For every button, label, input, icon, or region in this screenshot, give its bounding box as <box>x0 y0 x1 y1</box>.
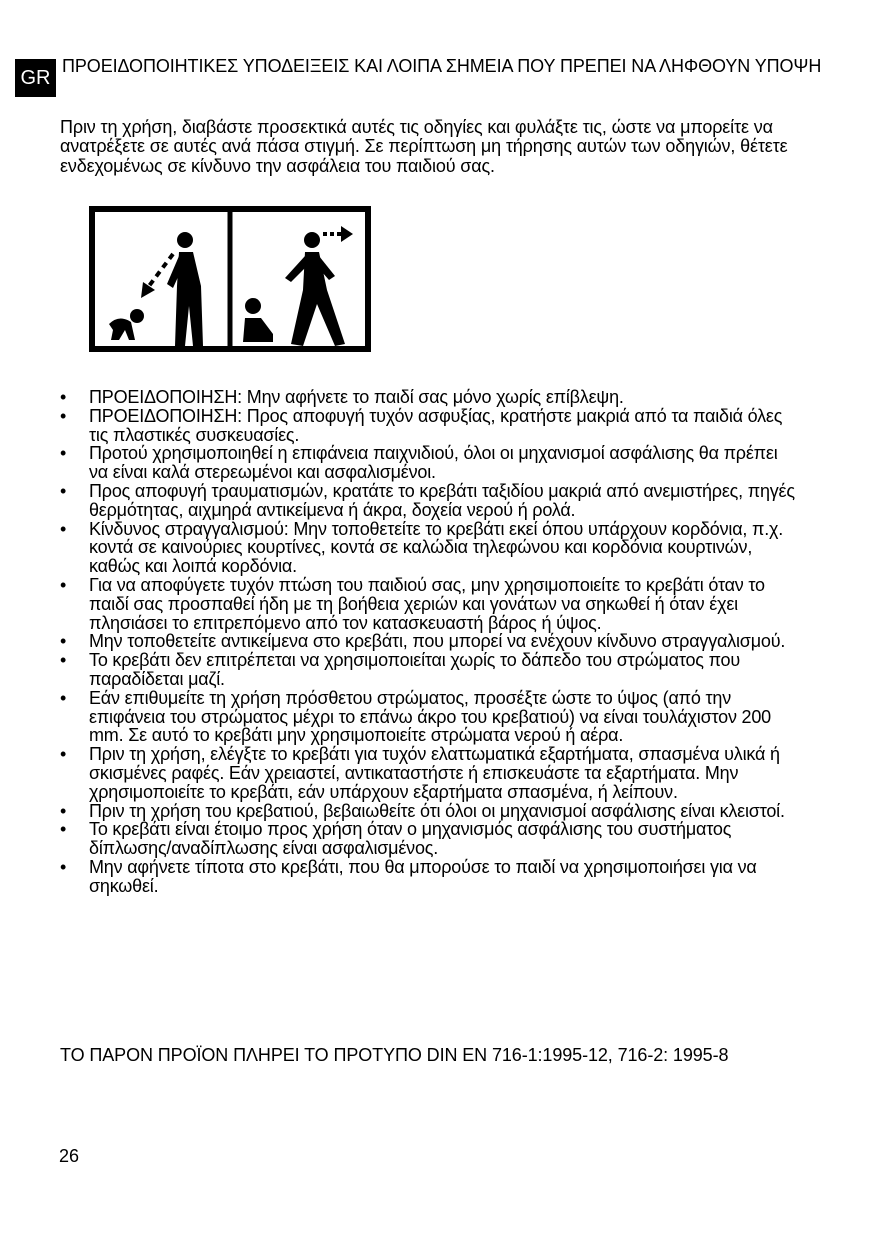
list-item <box>60 802 800 821</box>
warning-text: Εάν επιθυμείτε τη χρήση πρόσθετου στρώματος, προσέξτε ώστε το ύψος (από την επιφάνεια του στρώματος μέχρι το επάνω άκρο του κρεβατιού) να είναι τουλάχιστον 200 mm. Σε αυτό το κρεβάτι μην χρησιμοποιείτε στρώματα νερού ή αέρα. <box>89 687 771 746</box>
warning-text: ΠΡΟΕΙΔΟΠΟΙΗΣΗ: Μην αφήνετε το παιδί σας μόνο χωρίς επίβλεψη. <box>89 387 624 407</box>
list-item <box>60 444 800 482</box>
bullet: • <box>60 650 67 671</box>
bullet: • <box>60 480 67 501</box>
bullet: • <box>60 443 67 464</box>
list-item <box>60 520 800 576</box>
bullet: • <box>60 518 67 539</box>
list-item <box>60 689 800 745</box>
standard-compliance-note: ΤΟ ΠΑΡΟΝ ΠΡΟΪΟΝ ΠΛΗΡΕΙ ΤΟ ΠΡΟΤΥΠΟ DIN EN 716-1:1995-12, 716-2: 1995-8 <box>60 1045 729 1065</box>
list-item <box>60 632 800 651</box>
list-item <box>60 576 800 632</box>
bullet: • <box>60 744 67 765</box>
warnings-list <box>60 388 800 896</box>
warning-text: ΠΡΟΕΙΔΟΠΟΙΗΣΗ: Προς αποφυγή τυχόν ασφυξίας, κρατήστε μακριά από τα παιδιά όλες τις πλαστικές συσκευασίες. <box>89 405 783 445</box>
bullet: • <box>60 687 67 708</box>
bullet: • <box>60 800 67 821</box>
warning-text: Το κρεβάτι δεν επιτρέπεται να χρησιμοποιείται χωρίς το δάπεδο του στρώματος που παραδίδεται μαζί. <box>89 650 740 689</box>
supervision-pictogram <box>89 206 371 352</box>
list-item <box>60 820 800 858</box>
bullet: • <box>60 574 67 595</box>
warning-text: Πριν τη χρήση, ελέγξτε το κρεβάτι για τυχόν ελαττωματικά εξαρτήματα, σπασμένα υλικά ή σκισμένες ραφές. Εάν χρειαστεί, αντικαταστήστε ή επισκευάστε τα εξαρτήματα. Μην χρησιμοποιείτε το κρεβάτι, εάν υπάρχουν εξαρτήματα σπασμένα, ή λείπουν. <box>89 744 780 802</box>
warning-text: Προτού χρησιμοποιηθεί η επιφάνεια παιχνιδιού, όλοι οι μηχανισμοί ασφάλισης θα πρέπει να είναι καλά στερεωμένοι και ασφαλισμένοι. <box>89 443 778 483</box>
bullet: • <box>60 856 67 877</box>
warning-text: Κίνδυνος στραγγαλισμού: Μην τοποθετείτε το κρεβάτι εκεί όπου υπάρχουν κορδόνια, π.χ. κοντά σε καινούριες κουρτίνες, κοντά σε καλώδια τηλεφώνου και κορδόνια κουρτινών, καθώς και λοιπά κορδόνια. <box>89 518 784 577</box>
warning-text: Προς αποφυγή τραυματισμών, κρατάτε το κρεβάτι ταξιδίου μακριά από ανεμιστήρες, πηγές θερμότητας, αιχμηρά αντικείμενα ή άκρα, δοχεία νερού ή ρολά. <box>89 480 795 520</box>
bullet: • <box>60 819 67 840</box>
list-item <box>60 651 800 689</box>
language-badge: GR <box>15 59 56 97</box>
list-item <box>60 482 800 520</box>
bullet: • <box>60 631 67 652</box>
list-item <box>60 745 800 801</box>
list-item <box>60 388 800 407</box>
list-item <box>60 407 800 445</box>
bullet: • <box>60 387 67 407</box>
bullet: • <box>60 405 67 426</box>
warning-text: Πριν τη χρήση του κρεβατιού, βεβαιωθείτε ότι όλοι οι μηχανισμοί ασφάλισης είναι κλειστοί. <box>89 800 785 821</box>
warning-text: Μην αφήνετε τίποτα στο κρεβάτι, που θα μπορούσε το παιδί να χρησιμοποιήσει για να σηκωθεί. <box>89 856 757 896</box>
page-title: ΠΡΟΕΙΔΟΠΟΙΗΤΙΚΕΣ ΥΠΟΔΕΙΞΕΙΣ ΚΑΙ ΛΟΙΠΑ ΣΗΜΕΙΑ ΠΟΥ ΠΡΕΠΕΙ ΝΑ ΛΗΦΘΟΥΝ ΥΠΟΨΗ <box>62 56 822 76</box>
page-number: 26 <box>59 1146 80 1166</box>
intro-paragraph: Πριν τη χρήση, διαβάστε προσεκτικά αυτές τις οδηγίες και φυλάξτε τις, ώστε να μπορείτε να ανατρέξετε σε αυτές ανά πάσα στιγμή. Σε περίπτωση μη τήρησης αυτών των οδηγιών, θέτετε ενδεχομένως σε κίνδυνο την ασφάλεια του παιδιού σας. <box>60 117 788 176</box>
warning-text: Μην τοποθετείτε αντικείμενα στο κρεβάτι, που μπορεί να ενέχουν κίνδυνο στραγγαλισμού. <box>89 631 786 652</box>
warning-text: Το κρεβάτι είναι έτοιμο προς χρήση όταν ο μηχανισμός ασφάλισης του συστήματος δίπλωσης/αναδίπλωσης είναι ασφαλισμένος. <box>89 819 732 859</box>
list-item <box>60 858 800 896</box>
warning-text: Για να αποφύγετε τυχόν πτώση του παιδιού σας, μην χρησιμοποιείτε το κρεβάτι όταν το παιδί σας προσπαθεί ήδη με τη βοήθεια χεριών και γονάτων να σηκωθεί ή όταν έχει πλησιάσει το επιτρεπόμενο από τον κατασκευαστή βάρος ή ύψος. <box>89 574 765 633</box>
